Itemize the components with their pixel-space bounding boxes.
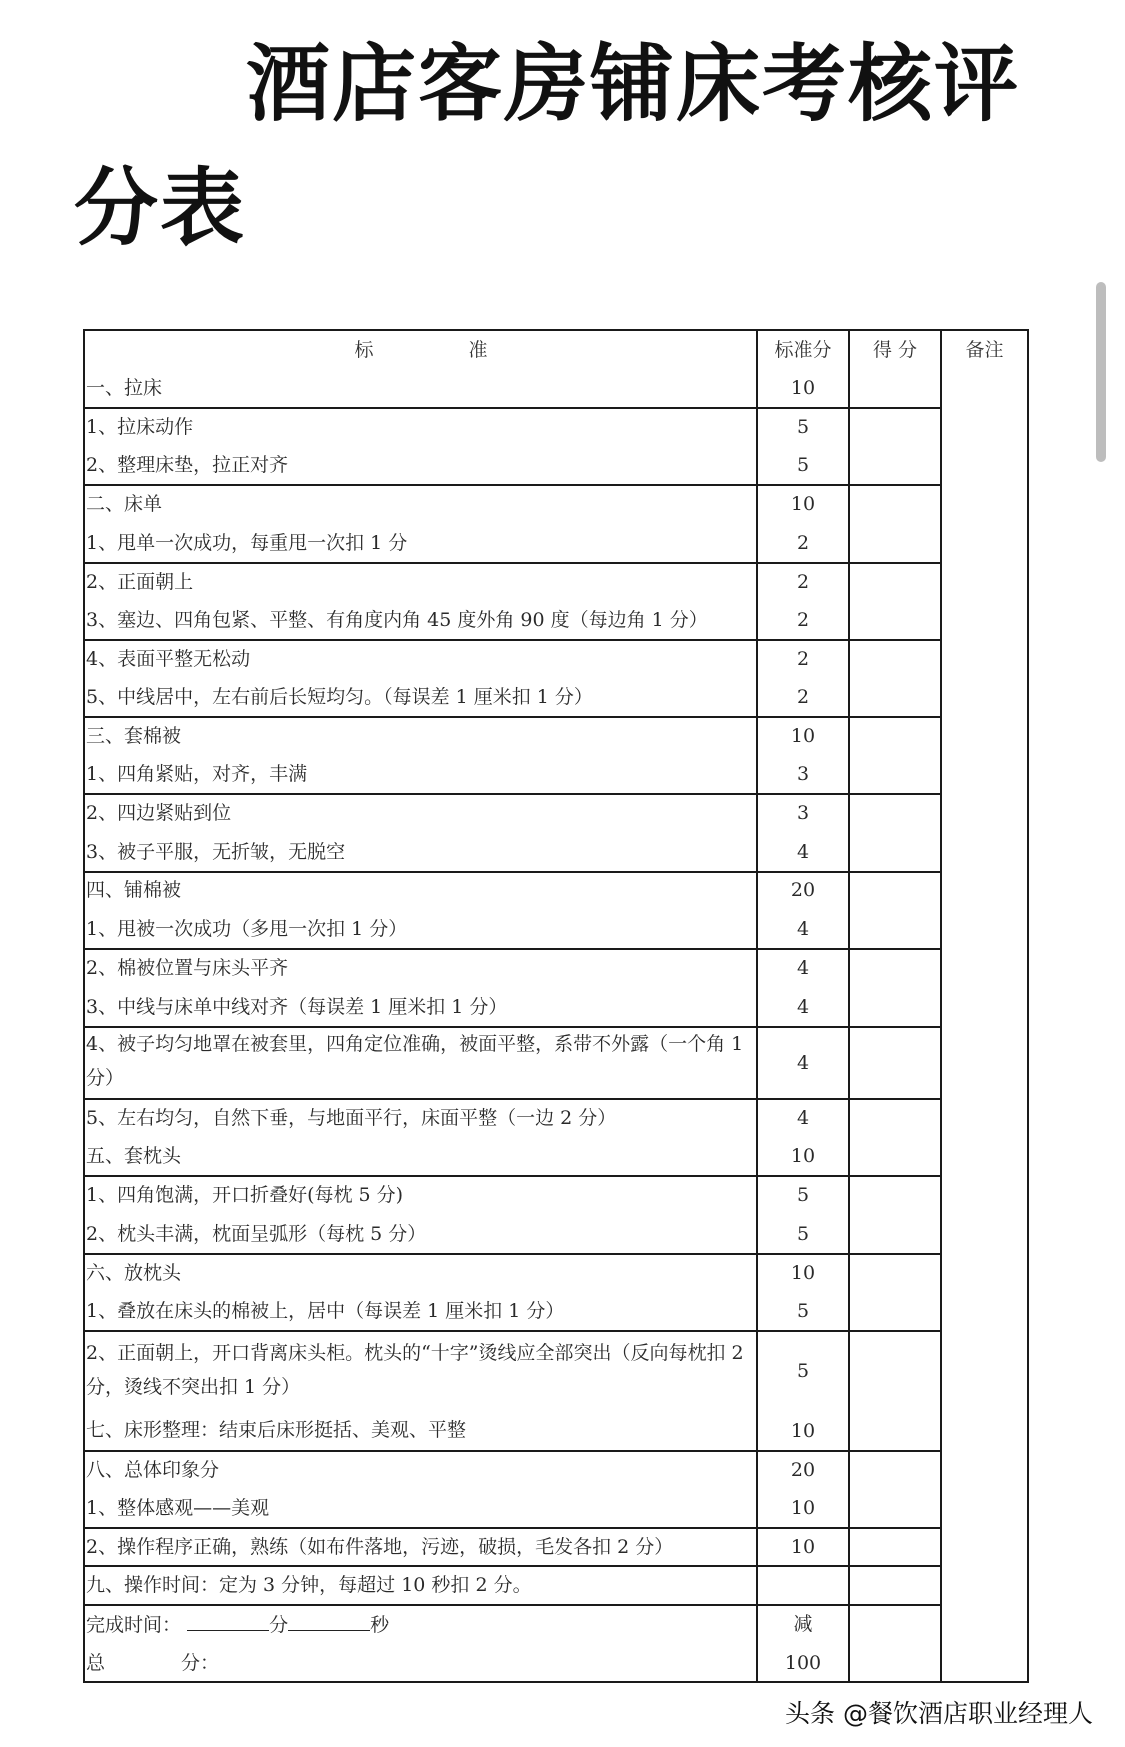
seconds-unit: 秒 (370, 1614, 390, 1636)
standard-score: 2 (796, 609, 810, 631)
standard-score: 5 (796, 454, 810, 476)
seconds-field[interactable] (288, 1612, 370, 1631)
standard-score: 10 (790, 493, 816, 515)
criteria-row: 1、叠放在床头的棉被上，居中（每误差 1 厘米扣 1 分） (86, 1300, 565, 1322)
criteria-row: 2、操作程序正确，熟练（如布件落地，污迹，破损，毛发各扣 2 分） (86, 1536, 674, 1558)
standard-score: 20 (790, 879, 816, 901)
criteria-row: 3、被子平服，无折皱，无脱空 (86, 841, 346, 863)
criteria-row: 1、甩单一次成功，每重甩一次扣 1 分 (86, 532, 408, 554)
criteria-row: 九、操作时间：定为 3 分钟，每超过 10 秒扣 2 分。 (86, 1574, 532, 1596)
header-remarks: 备注 (965, 339, 1004, 361)
standard-score: 4 (796, 918, 810, 940)
criteria-row: 三、套棉被 (86, 725, 182, 747)
minutes-field[interactable] (187, 1612, 269, 1631)
page-title: 酒店客房铺床考核评分表 (74, 35, 1021, 257)
standard-score: 10 (790, 1497, 816, 1519)
standard-score: 4 (796, 841, 810, 863)
criteria-row: 2、正面朝上，开口背离床头柜。枕头的“十字”烫线应全部突出（反向每枕扣 2 分，烫线不突出扣 1 分） (86, 1342, 744, 1398)
header-criteria: 标 准 (354, 339, 488, 361)
criteria-row: 一、拉床 (86, 377, 163, 399)
completion-time-label: 完成时间： (86, 1614, 182, 1636)
criteria-row: 1、甩被一次成功（多甩一次扣 1 分） (86, 918, 408, 940)
criteria-row: 六、放枕头 (86, 1262, 182, 1284)
criteria-row: 4、表面平整无松动 (86, 648, 251, 670)
criteria-row: 4、被子均匀地罩在被套里，四角定位准确，被面平整，系带不外露（一个角 1 分） (86, 1033, 744, 1089)
criteria-row: 2、枕头丰满，枕面呈弧形（每枕 5 分） (86, 1223, 427, 1245)
minutes-unit: 分 (269, 1614, 289, 1636)
standard-score: 10 (790, 725, 816, 747)
standard-score: 2 (796, 532, 810, 554)
header-score: 得 分 (872, 339, 918, 361)
standard-score: 10 (790, 1262, 816, 1284)
standard-score: 5 (796, 1184, 810, 1206)
criteria-row: 5、中线居中，左右前后长短均匀。（每误差 1 厘米扣 1 分） (86, 686, 593, 708)
criteria-row: 八、总体印象分 (86, 1459, 220, 1481)
completion-time-row (86, 1612, 389, 1637)
criteria-row: 五、套枕头 (86, 1145, 182, 1167)
criteria-row: 1、四角饱满，开口折叠好(每枕 5 分) (86, 1184, 404, 1206)
criteria-row: 3、塞边、四角包紧、平整、有角度内角 45 度外角 90 度（每边角 1 分） (86, 609, 708, 631)
criteria-row: 3、中线与床单中线对齐（每误差 1 厘米扣 1 分） (86, 996, 508, 1018)
standard-score: 10 (790, 377, 816, 399)
criteria-row: 七、床形整理：结束后床形挺括、美观、平整 (86, 1419, 467, 1441)
standard-score: 10 (790, 1145, 816, 1167)
total-points: 100 (784, 1652, 822, 1674)
standard-score: 4 (796, 1107, 810, 1129)
standard-score: 4 (796, 957, 810, 979)
standard-score: 3 (796, 763, 810, 785)
standard-score: 2 (796, 648, 810, 670)
standard-score: 20 (790, 1459, 816, 1481)
standard-score: 10 (790, 1420, 816, 1442)
standard-score: 3 (796, 802, 810, 824)
criteria-row: 1、整体感观——美观 (86, 1497, 270, 1519)
standard-score: 5 (796, 1223, 810, 1245)
standard-score: 5 (796, 416, 810, 438)
watermark: 头条 @餐饮酒店职业经理人 (785, 1699, 1093, 1728)
standard-score: 10 (790, 1536, 816, 1558)
criteria-row: 2、整理床垫，拉正对齐 (86, 454, 289, 476)
deduction-label: 减 (793, 1613, 813, 1635)
criteria-row: 2、正面朝上 (86, 571, 194, 593)
criteria-row: 四、铺棉被 (86, 879, 182, 901)
header-standard-score: 标准分 (774, 339, 832, 361)
criteria-row: 二、床单 (86, 493, 163, 515)
criteria-row: 2、四边紧贴到位 (86, 802, 232, 824)
standard-score: 2 (796, 686, 810, 708)
standard-score: 5 (796, 1360, 810, 1382)
standard-score: 4 (796, 1052, 810, 1074)
criteria-row: 5、左右均匀，自然下垂，与地面平行，床面平整（一边 2 分） (86, 1107, 617, 1129)
standard-score: 4 (796, 996, 810, 1018)
criteria-row: 1、拉床动作 (86, 416, 194, 438)
standard-score: 5 (796, 1300, 810, 1322)
criteria-row: 1、四角紧贴，对齐，丰满 (86, 763, 308, 785)
criteria-row: 2、棉被位置与床头平齐 (86, 957, 289, 979)
standard-score: 2 (796, 571, 810, 593)
total-label: 总 分： (86, 1652, 220, 1674)
